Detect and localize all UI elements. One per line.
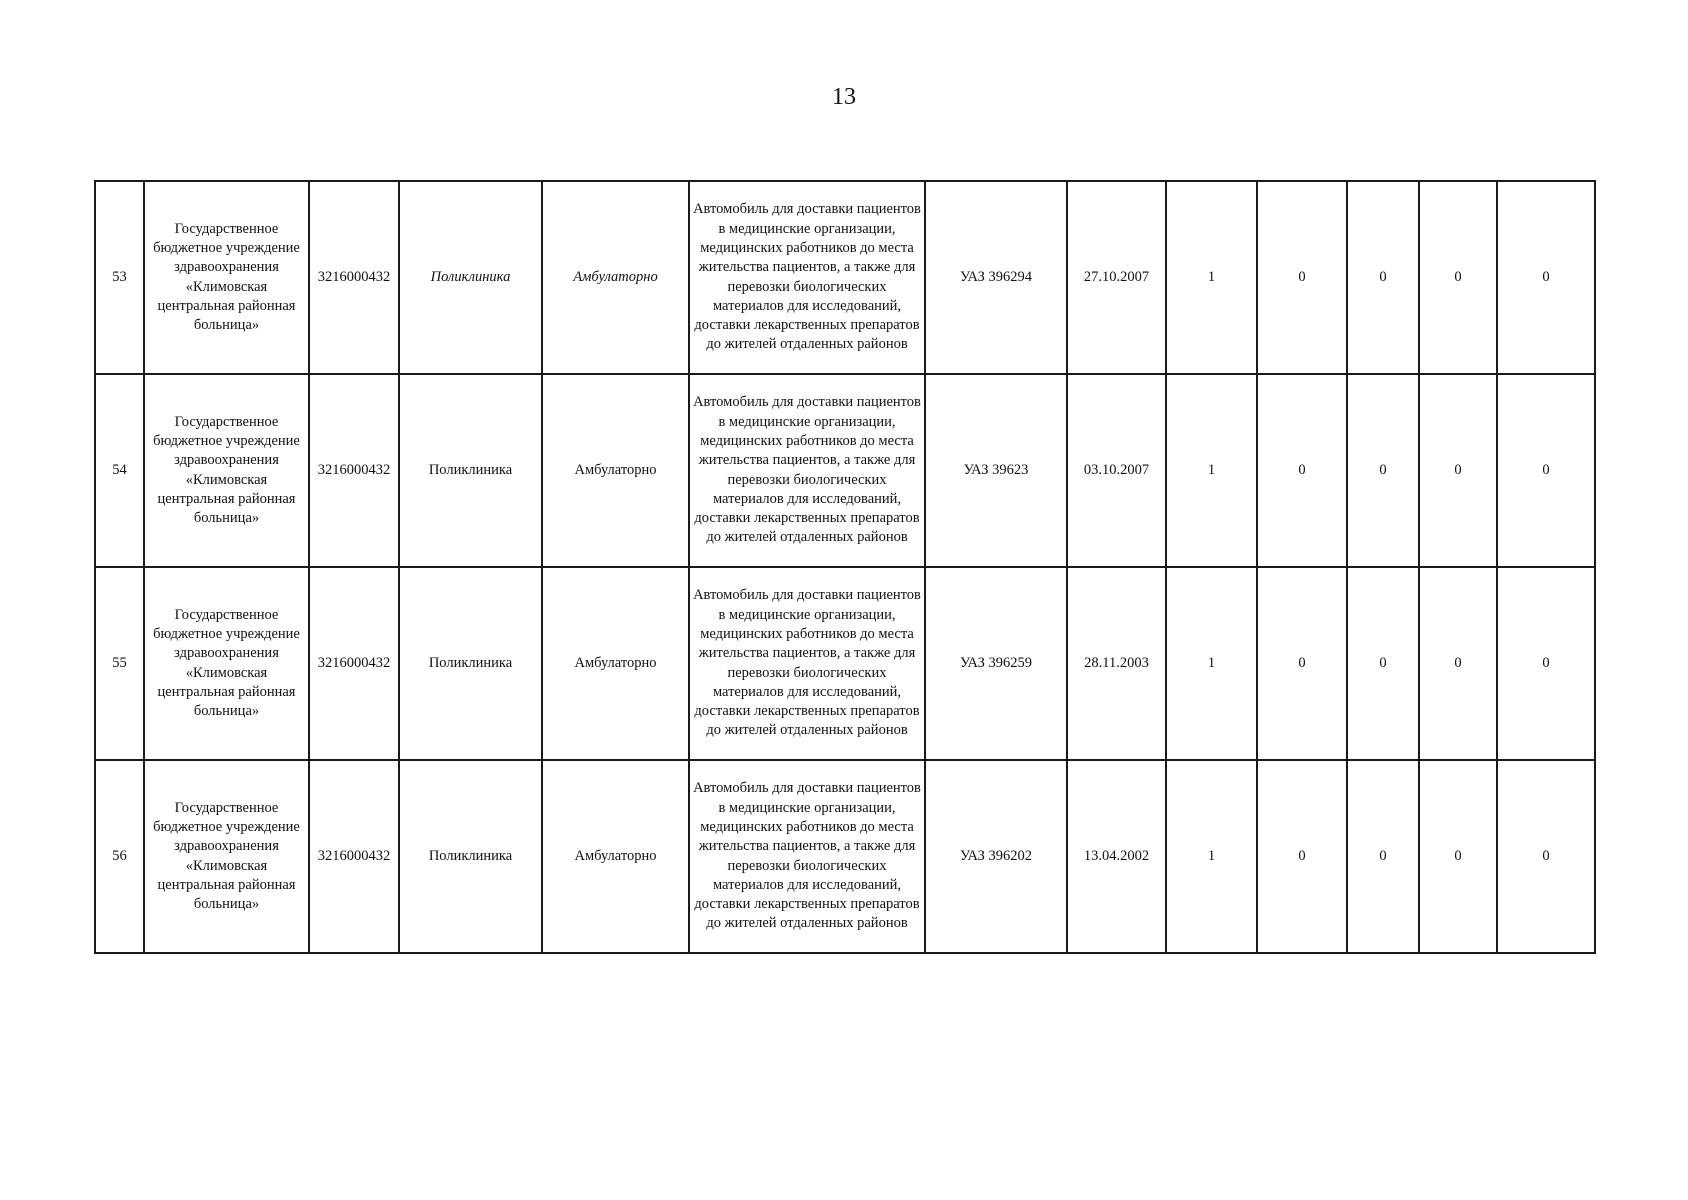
date-cell: 03.10.2007 (1067, 374, 1166, 567)
table-row (95, 567, 1595, 760)
table-row (95, 181, 1595, 374)
organization-cell: Государственное бюджетное учреждение здравоохранения «Климовская центральная районная больница» (144, 760, 309, 953)
vehicle-cell: УАЗ 396202 (925, 760, 1067, 953)
organization-cell: Государственное бюджетное учреждение здравоохранения «Климовская центральная районная больница» (144, 567, 309, 760)
purpose-cell: Автомобиль для доставки пациентов в медицинские организации, медицинских работников до места жительства пациентов, а также для перевозки биологических материалов для исследований, доставки лекарственных препаратов до жителей отдаленных районов (689, 567, 925, 760)
care-type-cell: Амбулаторно (542, 567, 689, 760)
count-cell-4: 0 (1419, 181, 1497, 374)
count-cell-1: 1 (1166, 760, 1257, 953)
vehicle-cell: УАЗ 39623 (925, 374, 1067, 567)
count-cell-3: 0 (1347, 374, 1419, 567)
count-cell-5: 0 (1497, 181, 1595, 374)
date-cell: 13.04.2002 (1067, 760, 1166, 953)
care-type-cell: Амбулаторно (542, 181, 689, 374)
page-number: 13 (832, 84, 856, 110)
count-cell-2: 0 (1257, 181, 1347, 374)
count-cell-2: 0 (1257, 374, 1347, 567)
inn-cell: 3216000432 (309, 567, 399, 760)
purpose-cell: Автомобиль для доставки пациентов в медицинские организации, медицинских работников до места жительства пациентов, а также для перевозки биологических материалов для исследований, доставки лекарственных препаратов до жителей отдаленных районов (689, 374, 925, 567)
count-cell-2: 0 (1257, 567, 1347, 760)
count-cell-3: 0 (1347, 181, 1419, 374)
care-type-cell: Амбулаторно (542, 760, 689, 953)
inn-cell: 3216000432 (309, 760, 399, 953)
count-cell-1: 1 (1166, 567, 1257, 760)
inn-cell: 3216000432 (309, 181, 399, 374)
count-cell-4: 0 (1419, 567, 1497, 760)
inn-cell: 3216000432 (309, 374, 399, 567)
vehicle-cell: УАЗ 396259 (925, 567, 1067, 760)
row-number-cell: 54 (95, 374, 144, 567)
table-row (95, 374, 1595, 567)
date-cell: 27.10.2007 (1067, 181, 1166, 374)
count-cell-5: 0 (1497, 567, 1595, 760)
count-cell-2: 0 (1257, 760, 1347, 953)
count-cell-4: 0 (1419, 374, 1497, 567)
table-row (95, 760, 1595, 953)
count-cell-3: 0 (1347, 760, 1419, 953)
row-number-cell: 56 (95, 760, 144, 953)
unit-cell: Поликлиника (399, 760, 542, 953)
care-type-cell: Амбулаторно (542, 374, 689, 567)
date-cell: 28.11.2003 (1067, 567, 1166, 760)
purpose-cell: Автомобиль для доставки пациентов в медицинские организации, медицинских работников до места жительства пациентов, а также для перевозки биологических материалов для исследований, доставки лекарственных препаратов до жителей отдаленных районов (689, 181, 925, 374)
vehicle-registry-table (94, 180, 1596, 954)
count-cell-3: 0 (1347, 567, 1419, 760)
unit-cell: Поликлиника (399, 181, 542, 374)
unit-cell: Поликлиника (399, 374, 542, 567)
row-number-cell: 55 (95, 567, 144, 760)
count-cell-1: 1 (1166, 181, 1257, 374)
organization-cell: Государственное бюджетное учреждение здравоохранения «Климовская центральная районная больница» (144, 374, 309, 567)
row-number-cell: 53 (95, 181, 144, 374)
count-cell-5: 0 (1497, 374, 1595, 567)
count-cell-1: 1 (1166, 374, 1257, 567)
organization-cell: Государственное бюджетное учреждение здравоохранения «Климовская центральная районная больница» (144, 181, 309, 374)
unit-cell: Поликлиника (399, 567, 542, 760)
purpose-cell: Автомобиль для доставки пациентов в медицинские организации, медицинских работников до места жительства пациентов, а также для перевозки биологических материалов для исследований, доставки лекарственных препаратов до жителей отдаленных районов (689, 760, 925, 953)
count-cell-5: 0 (1497, 760, 1595, 953)
vehicle-cell: УАЗ 396294 (925, 181, 1067, 374)
count-cell-4: 0 (1419, 760, 1497, 953)
